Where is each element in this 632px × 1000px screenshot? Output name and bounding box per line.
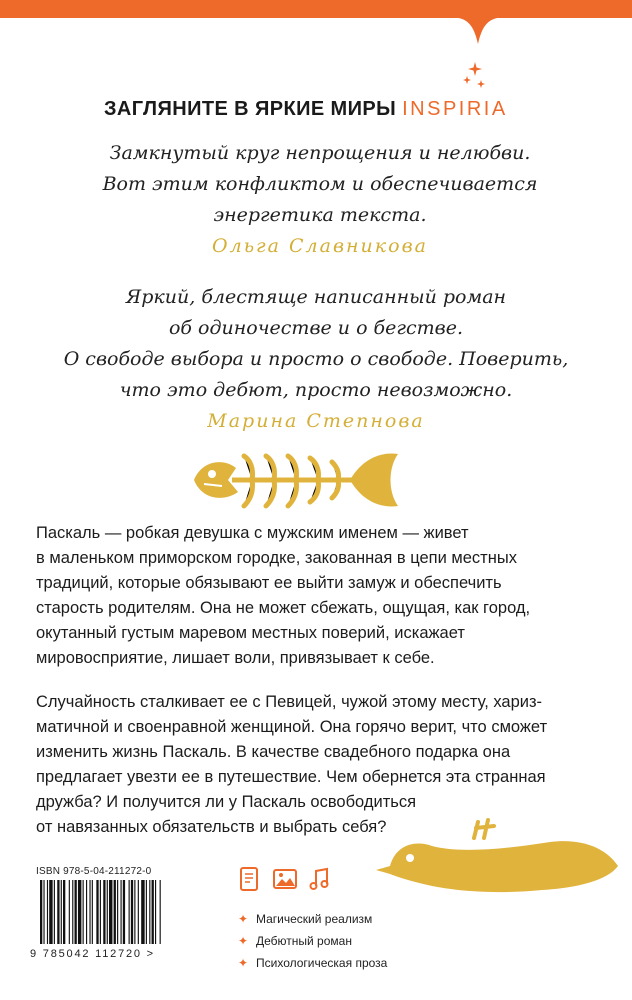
- genre-tag: [236, 908, 387, 930]
- description-line: традиций, которые обязывают ее выйти замуж и обеспечить: [36, 574, 502, 592]
- description-line: в маленьком приморском городке, закованная в цепи местных: [36, 549, 517, 567]
- barcode-bar: [107, 880, 108, 944]
- barcode-bar: [155, 880, 156, 944]
- genre-tag: [236, 952, 387, 974]
- barcode-bar: [149, 880, 150, 944]
- sparkle-icon: [462, 62, 488, 92]
- barcode-bar: [152, 880, 154, 944]
- barcode-bar: [86, 880, 87, 944]
- barcode-bar: [129, 880, 130, 944]
- star-icon: ✦: [238, 934, 249, 948]
- quote-line: Яркий, блестяще написанный роман: [125, 286, 507, 308]
- description-line: старость родителям. Она не может сбежать, ощущая, как город,: [36, 599, 531, 617]
- top-tab: [0, 0, 632, 60]
- quote-line: Вот этим конфликтом и обеспечивается: [102, 173, 538, 195]
- barcode-bar: [92, 880, 93, 944]
- barcode-bar: [69, 880, 70, 944]
- genre-tag: [236, 930, 387, 952]
- description-line: окутанный густым маревом местных поверий, искажает: [36, 624, 465, 642]
- quote-line: энергетика текста.: [213, 204, 427, 226]
- description-line: предлагает увезти ее в путешествие. Чем обернется эта странная: [36, 768, 546, 786]
- ebook-icon: [238, 866, 260, 892]
- star-icon: ✦: [238, 956, 249, 970]
- barcode-bar: [123, 880, 125, 944]
- quote-author: Марина Степнова: [207, 410, 425, 432]
- description-line: Случайность сталкивает ее с Певицей, чужой этому месту, хариз-: [36, 693, 543, 711]
- description-line: изменить жизнь Паскаль. В качестве свадебного подарка она: [36, 743, 511, 761]
- audiobook-icon: [308, 866, 330, 892]
- barcode-bar: [54, 880, 55, 944]
- barcode-bar: [43, 880, 44, 944]
- isbn-digits: 9 785042 112720 >: [30, 948, 155, 960]
- star-icon: ✦: [238, 912, 249, 926]
- barcode-bar: [121, 880, 122, 944]
- quote-line: Замкнутый круг непрощения и нелюбви.: [109, 142, 531, 164]
- description-line: матичной и своенравной женщиной. Она горячо верит, что сможет: [36, 718, 548, 736]
- description-paragraph-1: [36, 521, 596, 671]
- barcode-bar: [63, 880, 65, 944]
- barcode-bar: [100, 880, 101, 944]
- barcode-bar: [75, 880, 77, 944]
- barcode-bar: [89, 880, 90, 944]
- genre-tag-label: Магический реализм: [256, 912, 373, 926]
- description-line: Паскаль — робкая девушка с мужским именем — живет: [36, 524, 469, 542]
- quote-line: что это дебют, просто невозможно.: [119, 379, 513, 401]
- isbn-barcode: [34, 880, 204, 950]
- barcode-bar: [96, 880, 98, 944]
- description-line: от навязанных обязательств и выбрать себя?: [36, 818, 387, 836]
- barcode-bar: [141, 880, 144, 944]
- brand-name: INSPIRIA: [402, 98, 508, 120]
- illustrations-icon: [272, 866, 298, 892]
- genre-tag-label: Психологическая проза: [256, 956, 388, 970]
- barcode-bar: [61, 880, 62, 944]
- barcode-bar: [114, 880, 116, 944]
- genre-tag-label: Дебютный роман: [256, 934, 352, 948]
- series-label: ЗАГЛЯНИТЕ В ЯРКИЕ МИРЫ: [104, 98, 397, 120]
- bird-illustration: [372, 818, 622, 896]
- fish-skeleton-illustration: [192, 450, 400, 514]
- barcode-bar: [109, 880, 112, 944]
- quote-line: О свободе выбора и просто о свободе. Поверить,: [63, 348, 569, 370]
- quote-author: Ольга Славникова: [212, 235, 428, 257]
- barcode-bar: [131, 880, 133, 944]
- barcode-bar: [134, 880, 135, 944]
- review-quote-1: [60, 138, 580, 262]
- barcode-bar: [83, 880, 84, 944]
- quote-line: об одиночестве и о бегстве.: [168, 317, 463, 339]
- barcode-bar: [78, 880, 81, 944]
- barcode-bar: [160, 880, 161, 944]
- barcode-bar: [103, 880, 105, 944]
- barcode-bar: [117, 880, 118, 944]
- series-banner: [104, 98, 508, 121]
- barcode-bar: [146, 880, 147, 944]
- barcode-bar: [49, 880, 52, 944]
- barcode-bar: [40, 880, 42, 944]
- barcode-bar: [72, 880, 73, 944]
- description-line: дружба? И получится ли у Паскаль освободиться: [36, 793, 417, 811]
- barcode-bar: [138, 880, 139, 944]
- isbn-label: ISBN 978-5-04-211272-0: [36, 866, 152, 877]
- genre-tags: [236, 908, 387, 974]
- description-line: мировосприятие, лишает воли, привязывает к себе.: [36, 649, 435, 667]
- review-quote-2: [36, 282, 596, 437]
- barcode-bar: [57, 880, 59, 944]
- barcode-bar: [47, 880, 48, 944]
